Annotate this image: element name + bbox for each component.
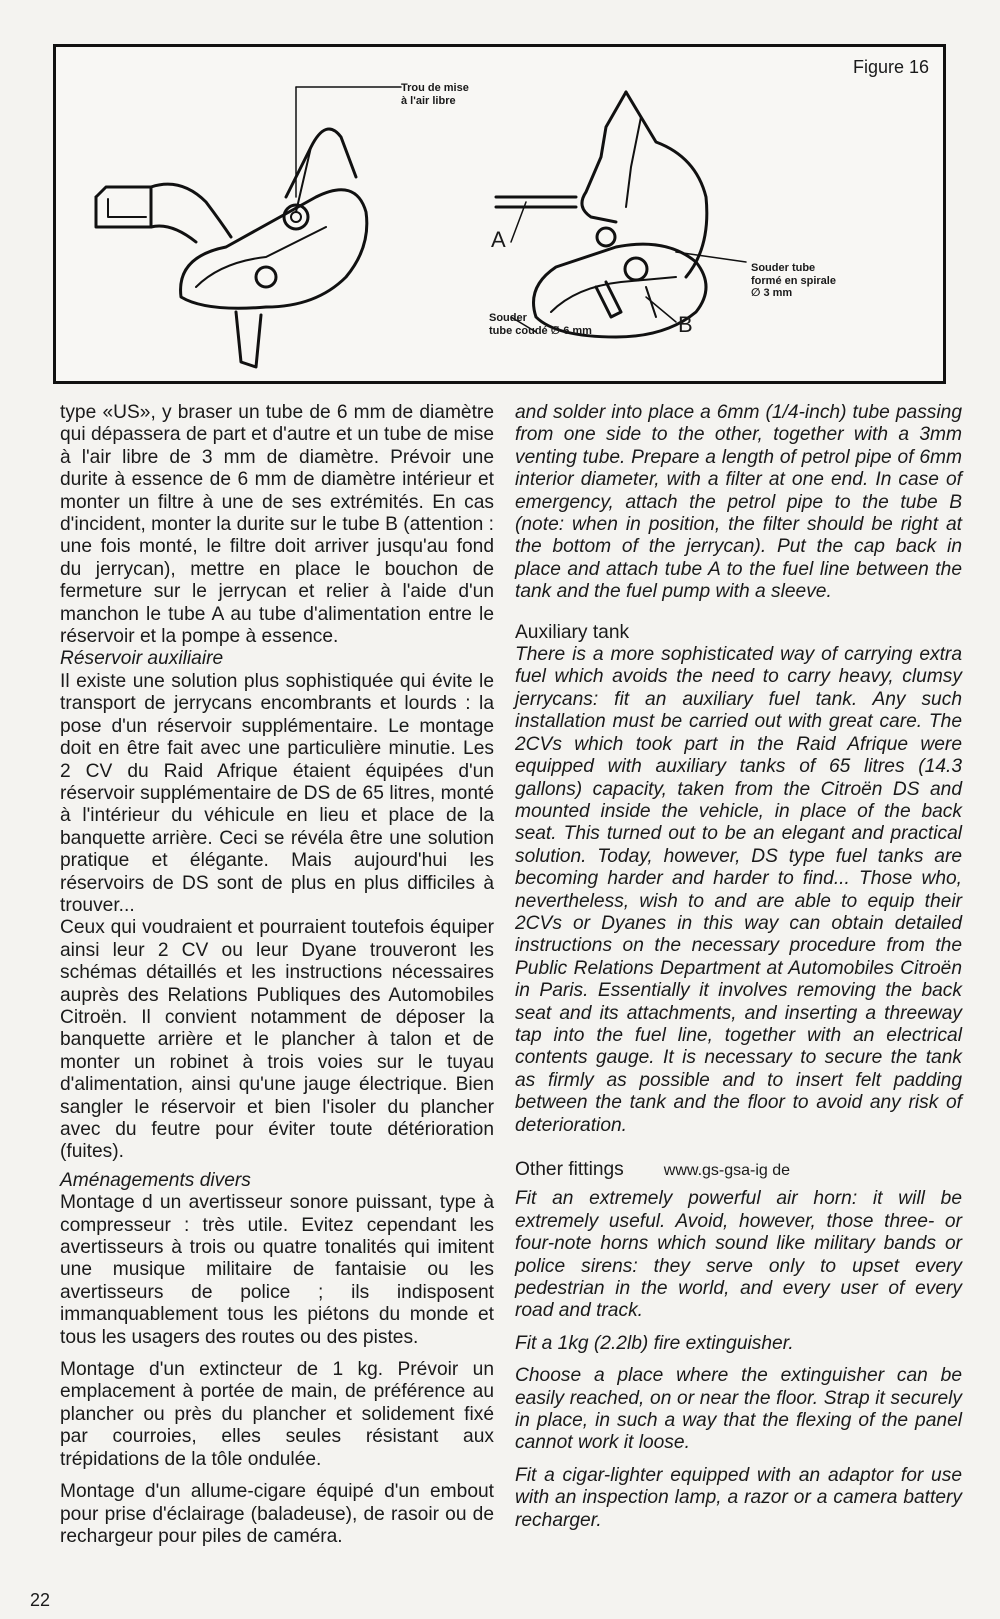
paragraph: Montage d un avertisseur sonore puissant, type à compresseur : très utile. Evitez cependant les avertisseurs à trois ou quatre tonalités qui imitent une musique militaire de fantaisie ou les avertisseurs de police ; ils indisposent immanquablement tous les piétons du monde et tous les usagers des routes ou des pistes.: [60, 1192, 494, 1348]
paragraph: and solder into place a 6mm (1/4-inch) tube passing from one side to the other, together with a 3mm venting tube. Prepare a length of petrol pipe of 6mm interior diameter, with a filter at one end. In case of emergency, attach the petrol pipe to the tube B (note: when in position, the filter should be right at the bottom of the jerrycan). Put the cap back in place and attach tube A to the fuel line between the tank and the fuel pump with a sleeve.: [515, 402, 962, 603]
paragraph: Fit a cigar-lighter equipped with an adaptor for use with an inspection lamp, a razor or a camera battery recharger.: [515, 1464, 962, 1531]
paragraph: Il existe une solution plus sophistiquée qui évite le transport de jerrycans encombrants et lourds : la pose d'un réservoir supplémentaire. Le montage doit en être fait avec une particulière minutie. Les 2 CV du Raid Afrique étaient équipées d'un réservoir supplémentaire de DS de 65 litres, monté à l'intérieur du véhicule en lieu et place de la banquette arrière. Ceci se révéla être une solution pratique et élégante. Mais aujourd'hui les réservoirs de DS sont de plus en plus difficiles à trouver...: [60, 670, 494, 916]
paragraph: Fit a 1kg (2.2lb) fire extinguisher.: [515, 1332, 794, 1354]
label-b: B: [678, 312, 693, 337]
paragraph: Montage d'un extincteur de 1 kg. Prévoir un emplacement à portée de main, de préférence au plancher ou près du plancher et solidement fixé par courroies, elles seules résistant aux trépidations de la tôle ondulée.: [60, 1359, 494, 1470]
section-heading: Other fittings: [515, 1159, 624, 1180]
section-heading: Aménagements divers: [60, 1169, 251, 1191]
paragraph: Choose a place where the extinguisher can be easily reached, on or near the floor. Strap it securely in place, in such a way that the flexing of the panel cannot work it loose.: [515, 1365, 962, 1454]
paragraph: type «US», y braser un tube de 6 mm de diamètre qui dépassera de part et d'autre et un tube de mise à l'air libre de 3 mm de diamètre. Prévoir une durite à essence de 6 mm de diamètre intérieur et monter un filtre à une de ses extrémités. En cas d'incident, monter la durite sur le tube B (attention : une fois monté, le filtre doit arriver jusqu'au fond du jerrycan), mettre en place le bouchon de fermeture sur le jerrycan et relier à l'aide d'un manchon le tube A au tube d'alimentation entre le réservoir et la pompe à essence.: [60, 402, 494, 648]
section-heading: Auxiliary tank: [515, 621, 630, 643]
figure-16: [53, 44, 946, 384]
paragraph: There is a more sophisticated way of carrying extra fuel which avoids the need to carry heavy, clumsy jerrycans: fit an auxiliary fuel tank. Any such installation must be carried out with great care. The 2CVs which took part in the Raid Afrique were equipped with auxiliary tanks of 65 litres (14.3 gallons) capacity, taken from the Citroën DS and mounted inside the vehicle, in place of the back seat. This turned out to be an elegant and practical solution. Today, however, DS type fuel tanks are becoming harder and harder to find... Those who, nevertheless, wish to and are able to equip their 2CVs or Dyanes in this way can obtain detailed instructions on the necessary procedure from the Public Relations Department at Automobiles Citroën in Paris. Essentially it involves removing the back seat and its attachments, and inserting a threeway tap into the fuel line, together with an electrical contents gauge. It is necessary to secure the tank as firmly as possible and to insert felt padding between the tank and the floor to avoid any risk of deterioration.: [515, 644, 962, 1136]
english-column: [515, 402, 962, 1532]
other-fittings-row: [515, 1159, 962, 1182]
paragraph: Fit an extremely powerful air horn: it will be extremely useful. Avoid, however, those three- or four-note horns which sound like military bands or police sirens: they serve only to upset every pedestrian in the world, and every user of every road and track.: [515, 1188, 962, 1322]
annotation-bent-tube: Souder tube coudé ∅ 6 mm: [489, 312, 592, 337]
section-heading: Réservoir auxiliaire: [60, 648, 224, 670]
page-number: 22: [30, 1590, 51, 1610]
annotation-spiral-tube: Souder tube formé en spirale ∅ 3 mm: [751, 262, 836, 300]
paragraph: Montage d'un allume-cigare équipé d'un embout pour prise d'éclairage (baladeuse), de rasoir ou de rechargeur pour piles de caméra.: [60, 1481, 494, 1547]
paragraph: Ceux qui voudraient et pourraient toutefois équiper ainsi leur 2 CV ou leur Dyane trouveront les schémas détaillés et les instructions nécessaires auprès des Relations Publiques des Automobiles Citroën. Il convient notamment de déposer la banquette arrière et le plancher à talon et de monter un robinet à trois voies sur le tuyau d'alimentation, ainsi qu'une jauge électrique. Bien sangler le réservoir et bien l'isoler du plancher avec du feutre pour éviter toute détérioration (fuites).: [60, 917, 494, 1163]
website-link[interactable]: www.gs-gsa-ig de: [663, 1162, 791, 1179]
label-a: A: [491, 227, 506, 252]
annotation-vent-hole: Trou de mise à l'air libre: [401, 82, 469, 107]
french-column: [60, 402, 494, 1548]
figure-label: Figure 16: [852, 57, 929, 77]
